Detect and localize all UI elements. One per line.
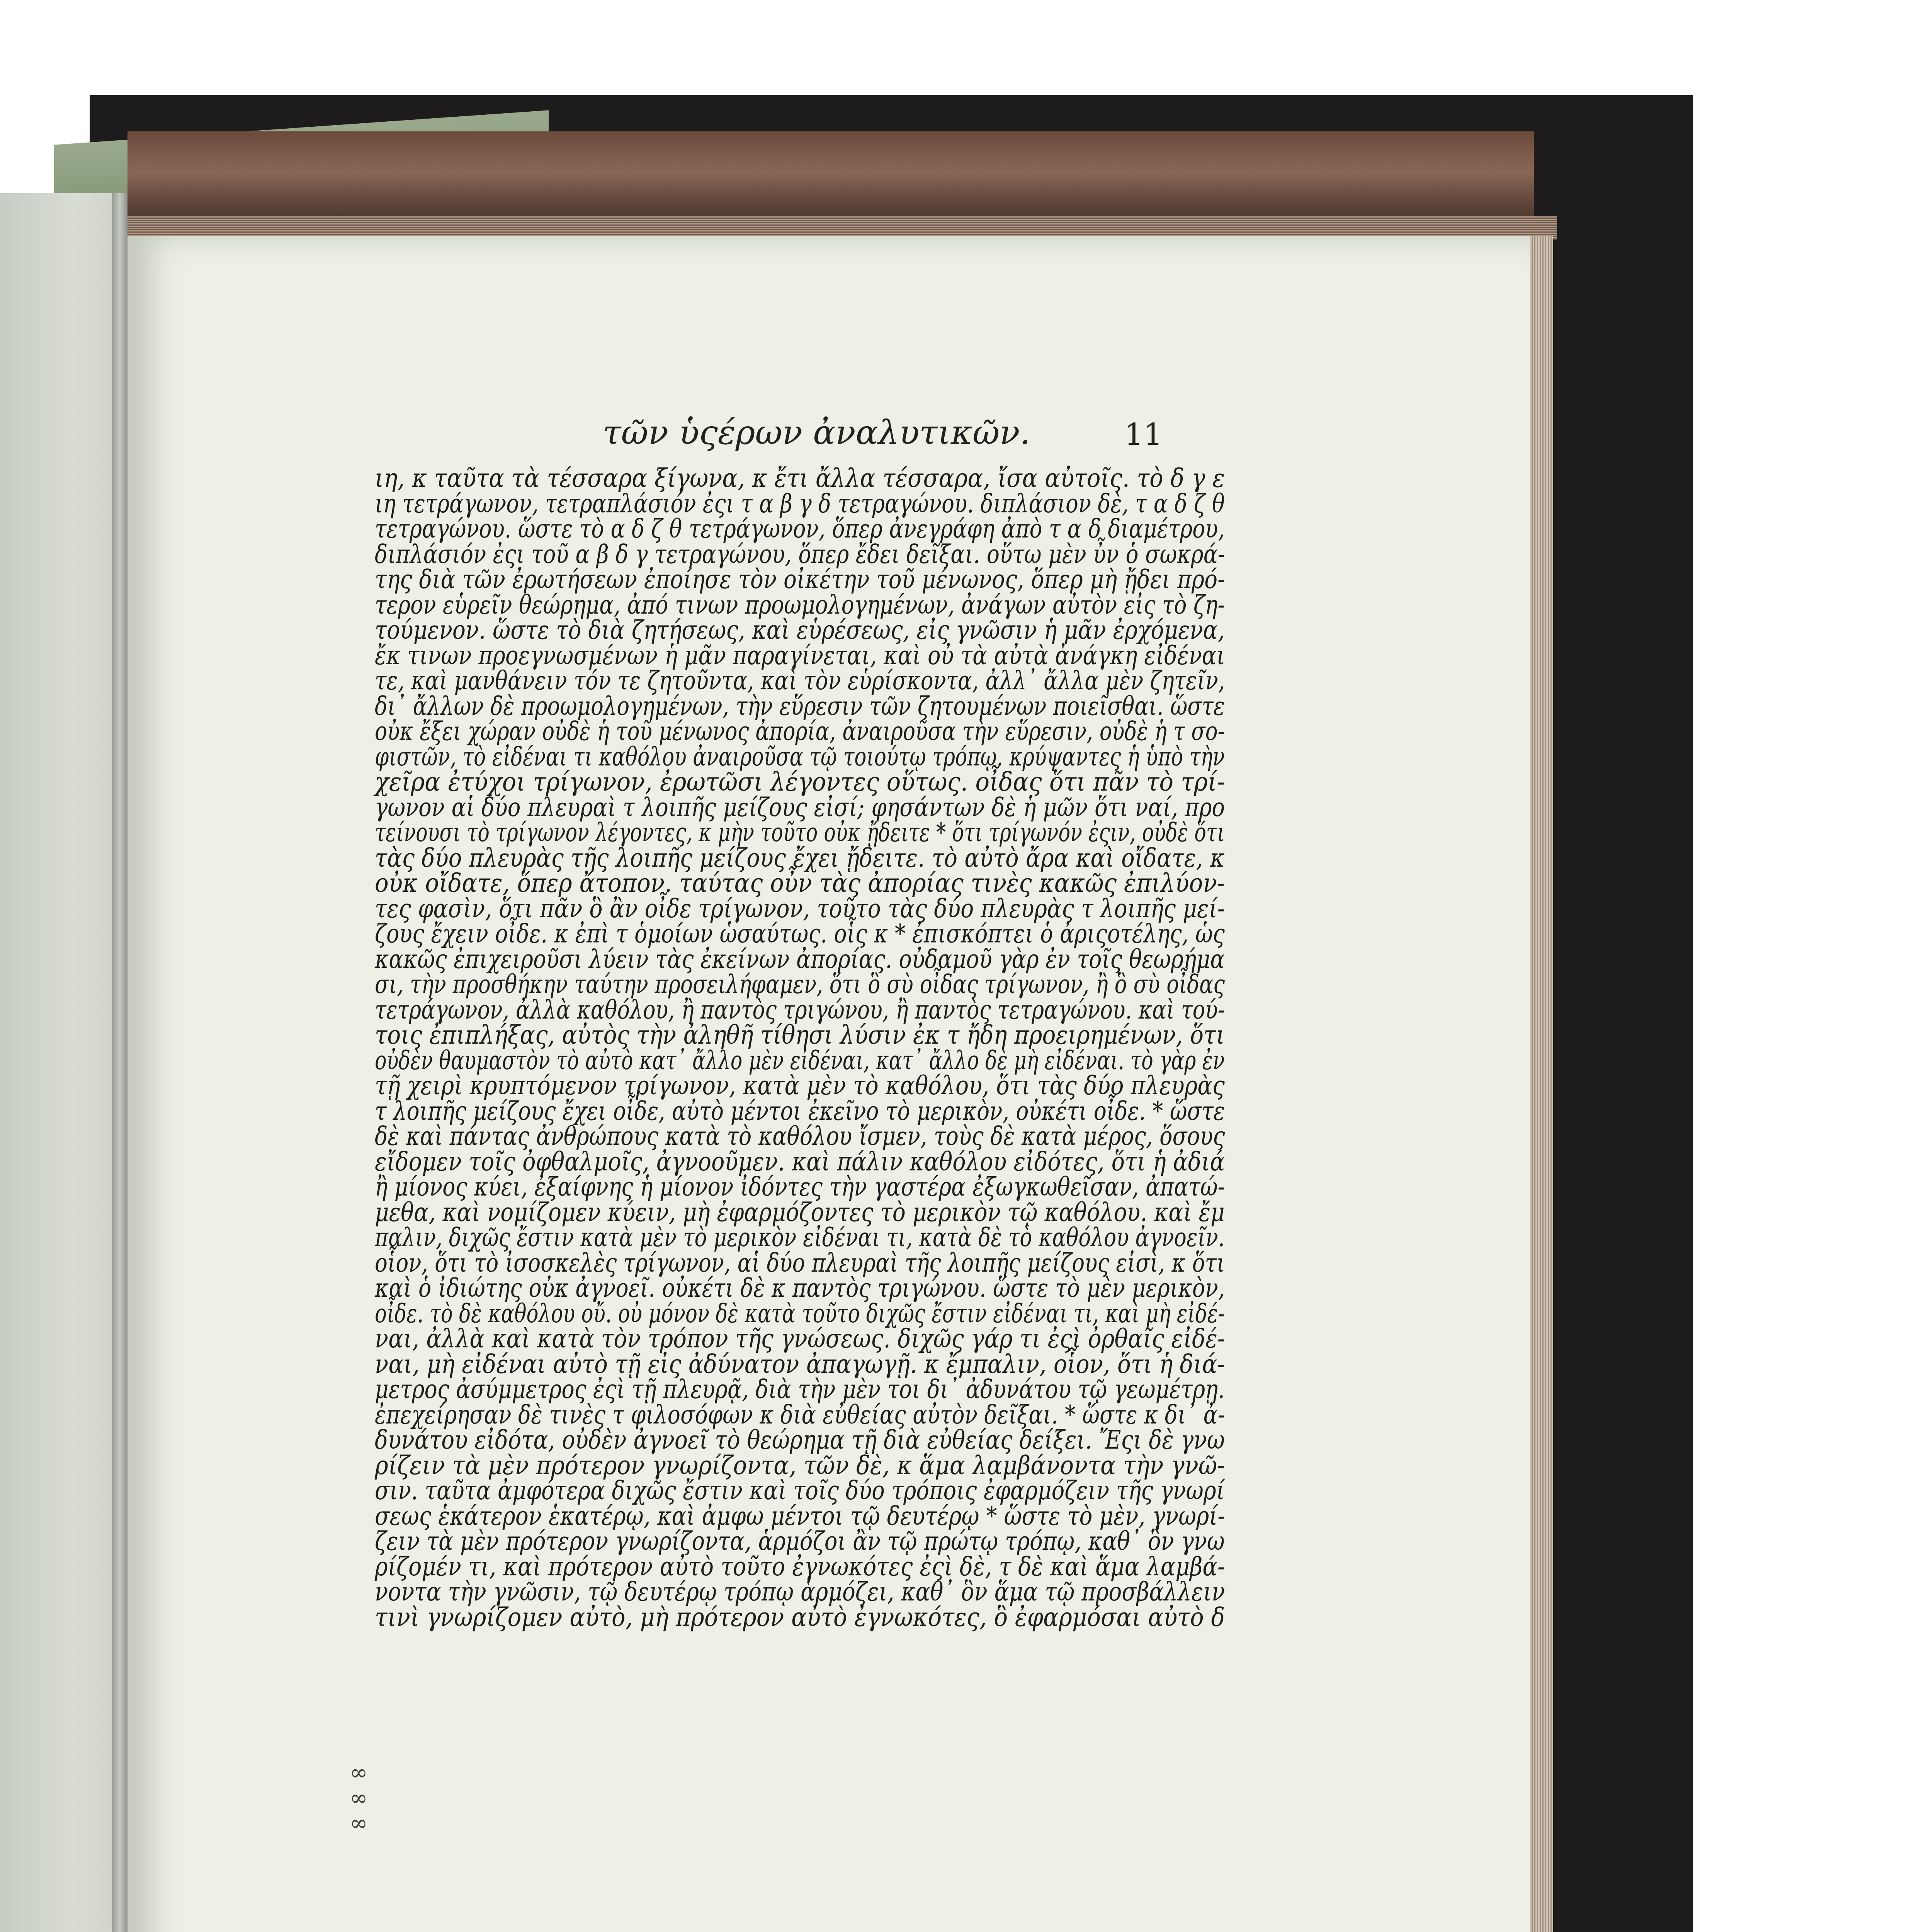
left-page [0,193,124,1932]
text-line: ἐπεχείρησαν δὲ τινὲς τ φιλοσόφων κ διὰ εὐθείας αὐτὸν δεῖξαι. * ὥστε κ δι᾽ ἀ- [375,1400,1225,1430]
running-head: τῶν ὑςέρων ἀναλυτικῶν. [603,413,1030,452]
text-line: της διὰ τῶν ἐρωτήσεων ἐποίησε τὸν οἰκέτην τοῦ μένωνος, ὅπερ μὴ ᾔδει πρό- [375,565,1225,594]
marginal-mark: ∞ [350,1811,368,1836]
text-line: τερον εὑρεῖν θεώρημα, ἀπό τινων προωμολογημένων, ἀνάγων αὐτὸν εἰς τὸ ζη- [375,590,1225,620]
text-line: ναι, μὴ εἰδέναι αὐτὸ τῇ εἰς ἀδύνατον ἀπαγωγῇ. κ ἔμπαλιν, οἷον, ὅτι ἡ διά- [375,1349,1225,1379]
text-line: τὰς δύο πλευρὰς τῆς λοιπῆς μείζους ἔχει ᾔδειτε. τὸ αὐτὸ ἄρα καὶ οἴδατε, κ [375,843,1225,873]
text-line: ιη, κ ταῦτα τὰ τέσσαρα ξίγωνα, κ ἔτι ἄλλα τέσσαρα, ἴσα αὐτοῖς. τὸ δ γ ε [375,463,1225,493]
text-line: σιν. ταῦτα ἀμφότερα διχῶς ἔστιν καὶ τοῖς δύο τρόποις ἐφαρμόζειν τῆς γνωρί [375,1476,1225,1505]
text-line: δι᾽ ἄλλων δὲ προωμολογημένων, τὴν εὕρεσιν τῶν ζητουμένων ποιεῖσθαι. ὥστε [375,691,1225,721]
marginal-mark: ∞ [350,1785,368,1811]
text-line: κακῶς ἐπιχειροῦσι λύειν τὰς ἐκείνων ἀπορίας. οὐδαμοῦ γὰρ ἐν τοῖς θεωρήμα [375,944,1225,974]
text-line: νοντα τὴν γνῶσιν, τῷ δευτέρῳ τρόπῳ ἁρμόζει, καθ᾽ ὃν ἅμα τῷ προσβάλλειν [375,1577,1225,1607]
text-line: ζειν τὰ μὲν πρότερον γνωρίζοντα, ἁρμόζοι ἂν τῷ πρώτῳ τρόπῳ, καθ᾽ ὃν γνω [375,1526,1225,1556]
text-line: γωνον αἱ δύο πλευραὶ τ λοιπῆς μείζους εἰσί; φησάντων δὲ ἡ μῶν ὅτι ναί, προ [375,792,1225,822]
book-gutter [112,193,128,1932]
text-line: διπλάσιόν ἐςι τοῦ α β δ γ τετραγώνου, ὅπερ ἔδει δεῖξαι. οὕτω μὲν ὖν ὁ σωκρά- [375,539,1225,569]
text-line: ἢ μίονος κύει, ἐξαίφνης ἡ μίονον ἰδόντες τὴν γαστέρα ἐξωγκωθεῖσαν, ἀπατώ- [375,1172,1225,1202]
text-line: τετραγώνου. ὥστε τὸ α δ ζ θ τετράγωνον, ὅπερ ἀνεγράφη ἀπὸ τ α δ διαμέτρου, [375,514,1225,544]
text-line: οὐκ οἴδατε, ὅπερ ἄτοπον. ταύτας οὖν τὰς ἀπορίας τινὲς κακῶς ἐπιλύον- [375,868,1225,898]
text-line: τοις ἐπιπλήξας, αὐτὸς τὴν ἀληθῆ τίθησι λύσιν ἐκ τ ἤδη προειρημένων, ὅτι [375,1020,1225,1050]
text-line: εἴδομεν τοῖς ὀφθαλμοῖς, ἀγνοοῦμεν. καὶ πάλιν καθόλου εἰδότες, ὅτι ἡ ἀδιά [375,1146,1225,1177]
text-line: ζους ἔχειν οἶδε. κ ἐπὶ τ ὁμοίων ὡσαύτως. οἷς κ * ἐπισκόπτει ὁ ἀριςοτέλης, ὡς [375,919,1225,949]
text-line: τε, καὶ μανθάνειν τόν τε ζητοῦντα, καὶ τὸν εὑρίσκοντα, ἀλλ᾽ ἄλλα μὲν ζητεῖν, [375,666,1225,696]
text-line: ρίζομέν τι, καὶ πρότερον αὐτὸ τοῦτο ἐγνωκότες ἐςὶ δὲ, τ δὲ καὶ ἅμα λαμβά- [375,1551,1225,1582]
fore-edge [1530,236,1553,1932]
text-line: ἔκ τινων προεγνωσμένων ἡ μᾶν παραγίνεται, καὶ οὐ τὰ αὐτὰ ἀνάγκη εἰδέναι [375,640,1225,670]
text-line: τετράγωνον, ἀλλὰ καθόλου, ἢ παντὸς τριγώνου, ἢ παντὸς τετραγώνου. καὶ τού- [375,995,1225,1025]
text-line: χεῖρα ἐτύχοι τρίγωνον, ἐρωτῶσι λέγοντες οὕτως. οἶδας ὅτι πᾶν τὸ τρί- [375,767,1225,797]
text-line: δυνάτου εἰδότα, οὐδὲν ἀγνοεῖ τὸ θεώρημα τῇ διὰ εὐθείας δείξει. Ἔςι δὲ γνω [375,1425,1225,1455]
text-line: τούμενον. ὥστε τὸ διὰ ζητήσεως, καὶ εὑρέσεως, εἰς γνῶσιν ἡ μᾶν ἐρχόμενα, [375,615,1225,645]
text-line: παλιν, διχῶς ἔστιν κατὰ μὲν τὸ μερικὸν εἰδέναι τι, κατὰ δὲ τὸ καθόλου ἀγνοεῖν. [375,1223,1225,1252]
text-line: οἶδε. τὸ δὲ καθόλου οὔ. οὐ μόνον δὲ κατὰ τοῦτο διχῶς ἔστιν εἰδέναι τι, καὶ μὴ εἰδέ- [375,1298,1225,1328]
text-line: τινὶ γνωρίζομεν αὐτὸ, μὴ πρότερον αὐτὸ ἐγνωκότες, ὃ ἐφαρμόσαι αὐτὸ δ [375,1602,1225,1632]
text-line: φιστῶν, τὸ εἰδέναι τι καθόλου ἀναιροῦσα τῷ τοιούτῳ τρόπῳ. κρύψαντες ἡ ὑπὸ τὴν [375,742,1225,772]
text-line: καὶ ὁ ἰδιώτης οὐκ ἀγνοεῖ. οὐκέτι δὲ κ παντὸς τριγώνου. ὥστε τὸ μὲν μερικὸν, [375,1273,1225,1303]
text-line: σεως ἑκάτερον ἑκατέρῳ, καὶ ἀμφω μέντοι τῷ δευτέρῳ * ὥστε τὸ μὲν, γνωρί- [375,1501,1225,1531]
text-line: ρίζειν τὰ μὲν πρότερον γνωρίζοντα, τῶν δὲ, κ ἅμα λαμβάνοντα τὴν γνῶ- [375,1450,1225,1480]
text-line: οἷον, ὅτι τὸ ἰσοσκελὲς τρίγωνον, αἱ δύο πλευραὶ τῆς λοιπῆς μείζους εἰσὶ, κ ὅτι [375,1248,1225,1278]
marginal-mark: ∞ [350,1760,368,1785]
text-line: ναι, ἀλλὰ καὶ κατὰ τὸν τρόπον τῆς γνώσεως. διχῶς γάρ τι ἐςὶ ὀρθαῖς εἰδέ- [375,1324,1225,1354]
text-block [375,463,1225,1632]
text-line: τείνουσι τὸ τρίγωνον λέγοντες, κ μὴν τοῦτο οὐκ ᾔδειτε * ὅτι τρίγωνόν ἐςιν, οὐδὲ ὅτι [375,818,1225,847]
text-line: οὐκ ἔξει χώραν οὐδὲ ἡ τοῦ μένωνος ἀπορία, ἀναιροῦσα τὴν εὕρεσιν, οὐδὲ ἡ τ σο- [375,716,1225,746]
marginal-marks [350,1760,368,1836]
text-line: τες φασὶν, ὅτι πᾶν ὃ ἂν οἶδε τρίγωνον, τοῦτο τὰς δύο πλευρὰς τ λοιπῆς μεί- [375,893,1225,923]
text-line: μεθα, καὶ νομίζομεν κύειν, μὴ ἐφαρμόζοντες τὸ μερικὸν τῷ καθόλου. καὶ ἔμ [375,1197,1225,1227]
text-line: μετρος ἀσύμμετρος ἐςὶ τῇ πλευρᾷ, διὰ τὴν μὲν τοι δι᾽ ἀδυνάτου τῷ γεωμέτρῃ. [375,1374,1225,1404]
text-line: σι, τὴν προσθήκην ταύτην προσειλήφαμεν, ὅτι ὃ σὺ οἶδας τρίγωνον, ἢ ὃ σὺ οἶδας [375,969,1225,999]
text-line: οὐδὲν θαυμαστὸν τὸ αὐτὸ κατ᾽ ἄλλο μὲν εἰδέναι, κατ᾽ ἄλλο δὲ μὴ εἰδέναι. τὸ γὰρ ἐν [375,1045,1225,1075]
text-line: ιη τετράγωνον, τετραπλάσιόν ἐςι τ α β γ δ τετραγώνου. διπλάσιον δὲ, τ α δ ζ θ [375,488,1225,519]
text-line: δὲ καὶ πάντας ἀνθρώπους κατὰ τὸ καθόλου ἴσμεν, τοὺς δὲ κατὰ μέρος, ὅσους [375,1121,1225,1151]
folio-number: 11 [1124,417,1163,452]
text-line: τ λοιπῆς μείζους ἔχει οἶδε, αὐτὸ μέντοι ἐκεῖνο τὸ μερικὸν, οὐκέτι οἶδε. * ὥστε [375,1096,1225,1126]
text-line: τῇ χειρὶ κρυπτόμενον τρίγωνον, κατὰ μὲν τὸ καθόλου, ὅτι τὰς δύο πλευρὰς [375,1071,1225,1100]
